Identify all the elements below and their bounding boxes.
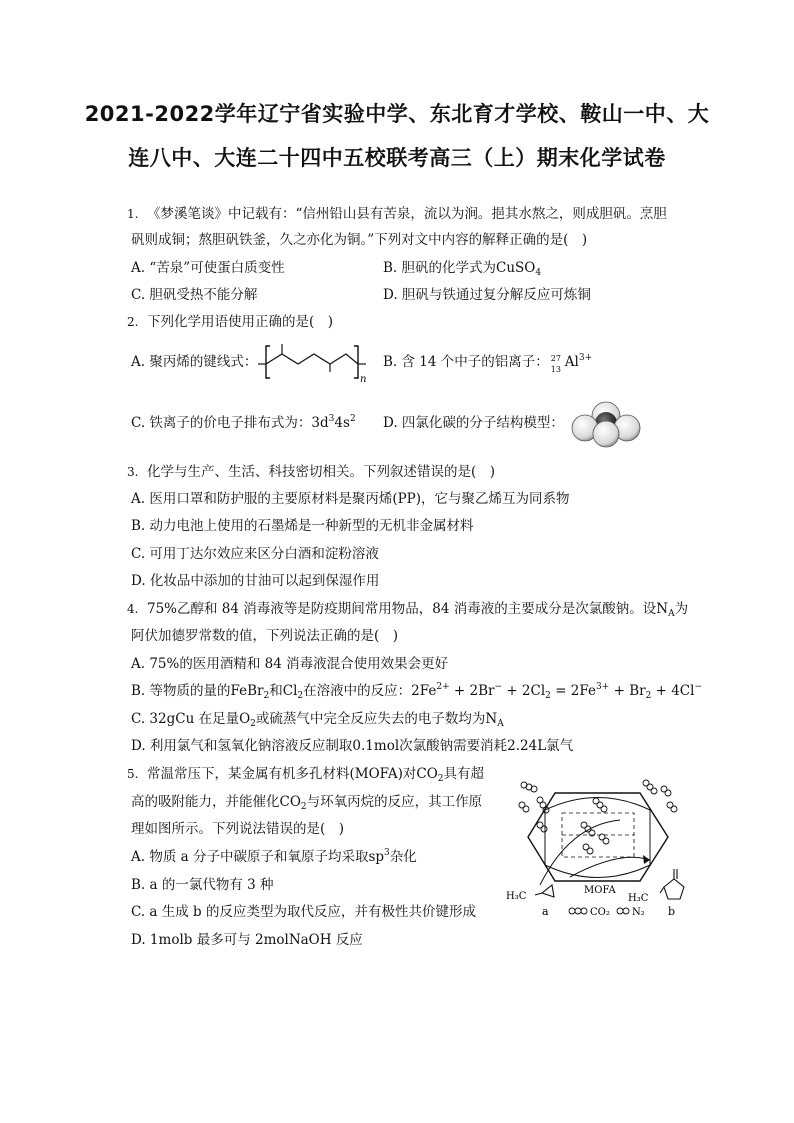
question-4-stem: 4. 75%乙醇和 84 消毒液等是防疫期间常用物品，84 消毒液的主要成分是次氯酸钠。设$N_A$为 xyxy=(127,601,689,619)
q2-option-a[interactable]: A. 聚丙烯的键线式： xyxy=(131,354,258,370)
q3-option-b[interactable]: B. 动力电池上使用的石墨烯是一种新型的无机非金属材料 xyxy=(131,518,474,534)
question-3-stem: 3. 化学与生产、生活、科技密切相关。下列叙述错误的是( ) xyxy=(127,464,496,480)
q1-option-b[interactable]: B. 胆矾的化学式为CuSO$_4$ xyxy=(383,260,542,278)
q1-option-c[interactable]: C. 胆矾受热不能分解 xyxy=(131,287,258,303)
q5-option-d[interactable]: D. 1molb 最多可与 2molNaOH 反应 xyxy=(131,932,363,948)
page-title-line1: 2021-2022学年辽宁省实验中学、东北育才学校、鞍山一中、大 xyxy=(84,102,710,126)
q4-option-a[interactable]: A. 75%的医用酒精和 84 消毒液混合使用效果会更好 xyxy=(131,656,449,672)
q1-option-d[interactable]: D. 胆矾与铁通过复分解反应可炼铜 xyxy=(383,287,591,303)
q2-option-c[interactable]: C. 铁离子的价电子排布式为：$3d^34s^2$ xyxy=(131,414,356,431)
q2-option-d[interactable]: D. 四氯化碳的分子结构模型： xyxy=(383,415,564,431)
q3-option-c[interactable]: C. 可用丁达尔效应来区分白酒和淀粉溶液 xyxy=(131,546,379,562)
question-4-stem-cont: 阿伏加德罗常数的值，下列说法正确的是( ) xyxy=(131,628,399,644)
q5-option-a[interactable]: A. 物质 a 分子中碳原子和氧原子均采取$sp^3$杂化 xyxy=(131,848,417,865)
question-2-stem: 2. 下列化学用语使用正确的是( ) xyxy=(127,314,334,330)
legend-n2: N₂ xyxy=(632,907,645,918)
polypropylene-skeletal-formula xyxy=(258,340,370,384)
question-number: 1. xyxy=(127,207,139,221)
question-5-stem: 5. 常温常压下，某金属有机多孔材料(MOFA)对$CO_2$具有超 xyxy=(127,766,484,784)
label-b: b xyxy=(668,905,676,918)
page-title-line2: 连八中、大连二十四中五校联考高三（上）期末化学试卷 xyxy=(128,146,666,170)
legend-co2: CO₂ xyxy=(590,907,610,918)
question-1-stem-cont: 矾则成铜；熬胆矾铁釜，久之亦化为铜。”下列对文中内容的解释正确的是( ) xyxy=(131,232,588,248)
q3-option-a[interactable]: A. 医用口罩和防护服的主要原材料是聚丙烯(PP)，它与聚乙烯互为同系物 xyxy=(131,491,570,507)
q3-option-d[interactable]: D. 化妆品中添加的甘油可以起到保湿作用 xyxy=(131,573,380,589)
label-mofa: MOFA xyxy=(584,885,616,896)
q4-option-c[interactable]: C. 32gCu 在足量$O_2$或硫蒸气中完全反应失去的电子数均为$N_A$ xyxy=(131,711,504,729)
label-a: a xyxy=(542,905,549,918)
question-5-stem-cont2: 理如图所示。下列说法错误的是( ) xyxy=(131,821,345,837)
mofa-hexagon xyxy=(528,793,668,881)
ccl4-space-filling-model xyxy=(571,398,641,448)
question-1-stem: 1. 《梦溪笔谈》中记载有：“信州铅山县有苦泉，流以为涧。挹其水熬之，则成胆矾。烹胆 xyxy=(127,206,667,222)
q1-option-a[interactable]: A. “苦泉”可使蛋白质变性 xyxy=(131,260,285,276)
polymer-n: n xyxy=(360,374,367,384)
q5-option-c[interactable]: C. a 生成 b 的反应类型为取代反应，并有极性共价键形成 xyxy=(131,904,476,920)
q4-option-d[interactable]: D. 利用氯气和氢氧化钠溶液反应制取0.1mol次氯酸钠需要消耗2.24L氯气 xyxy=(131,738,574,754)
mofa-reaction-diagram xyxy=(500,765,700,925)
label-h3c-left: H₃C xyxy=(506,891,527,902)
question-5-stem-cont1: 高的吸附能力，并能催化$CO_2$与环氧丙烷的反应，其工作原 xyxy=(131,794,483,812)
label-h3c-right: H₃C xyxy=(628,893,649,904)
q2-option-b[interactable]: B. 含 14 个中子的铝离子： 27 13 $Al^{3+}$ xyxy=(383,353,593,374)
q4-option-b[interactable]: B. 等物质的量的FeBr$_2$和$Cl_2$在溶液中的反应：$2Fe^{2+} + 2Br^- + 2Cl_2 = 2Fe^{3+} + Br_2 + 4Cl^-$ xyxy=(131,682,702,701)
q5-option-b[interactable]: B. a 的一氯代物有 3 种 xyxy=(131,877,274,893)
